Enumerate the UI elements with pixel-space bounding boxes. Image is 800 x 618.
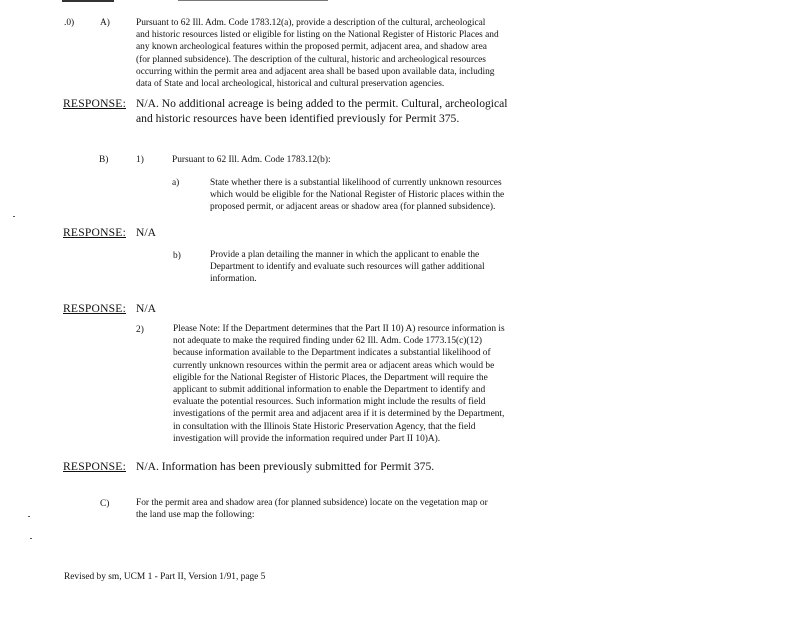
paragraph-line: Please Note: If the Department determines that the Part II 10) A) resource information is (173, 324, 505, 334)
response-line: N/A. No additional acreage is being added to the permit. Cultural, archeological (136, 97, 508, 110)
scan-speck (28, 516, 30, 517)
item-number: 2) (136, 325, 144, 335)
paragraph-line: not adequate to make the required finding under 62 Ill. Adm. Code 1773.15(c)(12) (173, 336, 483, 347)
section-letter-b: B) (99, 155, 109, 165)
paragraph-line: the land use map the following: (136, 510, 255, 521)
paragraph-line: investigation will provide the information required under Part II 10)A). (173, 433, 441, 444)
response-text: N/A (136, 302, 156, 315)
paragraph-line: Provide a plan detailing the manner in which the applicant to enable the (210, 250, 480, 260)
item-2-paragraph (173, 323, 505, 445)
paragraph-line: Pursuant to 62 Ill. Adm. Code 1783.12(a), provide a description of the cultural, archeological (136, 18, 486, 28)
response-label: RESPONSE: (63, 302, 127, 315)
paragraph-line: eligible for the National Register of Historic Places, the Department will require the (173, 372, 488, 383)
paragraph-line: evaluate the potential resources. Such information might include the results of field (173, 397, 486, 408)
paragraph-line: any known archeological features within the proposed permit, adjacent area, and shadow area (136, 42, 487, 53)
response-text (136, 97, 508, 126)
paragraph-line: (for planned subsidence). The description of the cultural, historic and archeological resources (136, 54, 486, 65)
section-c-paragraph (136, 497, 488, 521)
page-footer: Revised by sm, UCM 1 - Part II, Version 1/91, page 5 (64, 572, 266, 582)
section-letter-c: C) (100, 499, 110, 509)
paragraph-line: Department to identify and evaluate such resources will gather additional (210, 262, 485, 273)
paragraph-line: because information available to the Department indicates a substantial likelihood of (173, 348, 491, 359)
item-text: Pursuant to 62 Ill. Adm. Code 1783.12(b): (172, 155, 331, 165)
response-line: and historic resources have been identified previously for Permit 375. (136, 111, 460, 125)
response-text: N/A. Information has been previously submitted for Permit 375. (136, 460, 435, 473)
paragraph-line: which would be eligible for the National Register of Historic places within the (210, 190, 505, 201)
paragraph-line: and historic resources listed or eligible for listing on the National Register of Historic Places and (136, 30, 499, 41)
response-label: RESPONSE: (63, 226, 127, 239)
response-label: RESPONSE: (63, 97, 127, 110)
paragraph-line: currently unknown resources within the permit area or adjacent areas which would be (173, 360, 495, 371)
paragraph-line: in consultation with the Illinois State Historic Preservation Agency, that the field (173, 421, 476, 432)
section-letter-a: A) (100, 18, 110, 28)
paragraph-line: proposed permit, or adjacent areas or shadow area (for planned subsidence). (210, 202, 496, 213)
paragraph-line: information. (210, 274, 257, 285)
paragraph-line: investigations of the permit area and adjacent area if it is determined by the Department, (173, 409, 505, 420)
paragraph-line: State whether there is a substantial likelihood of currently unknown resources (210, 178, 502, 188)
response-text: N/A (136, 226, 156, 239)
scan-speck (30, 538, 32, 539)
sub-item-label: a) (172, 178, 180, 188)
section-number: .0) (64, 18, 75, 28)
top-scan-artifact (62, 0, 362, 2)
paragraph-line: data of State and local archeological, historical and cultural preservation agencies. (136, 79, 445, 90)
sub-item-label: b) (173, 251, 181, 261)
section-10a-paragraph (136, 17, 499, 90)
paragraph-line: For the permit area and shadow area (for planned subsidence) locate on the vegetation map or (136, 498, 488, 508)
sub-item-b-paragraph (210, 249, 485, 286)
paragraph-line: occurring within the permit area and adjacent area shall be based upon available data, including (136, 66, 495, 77)
response-label: RESPONSE: (63, 460, 127, 473)
scan-speck (13, 216, 15, 217)
sub-item-a-paragraph (210, 177, 504, 214)
item-number: 1) (136, 155, 144, 165)
paragraph-line: applicant to submit additional information to enable the Department to identify and (173, 385, 486, 396)
